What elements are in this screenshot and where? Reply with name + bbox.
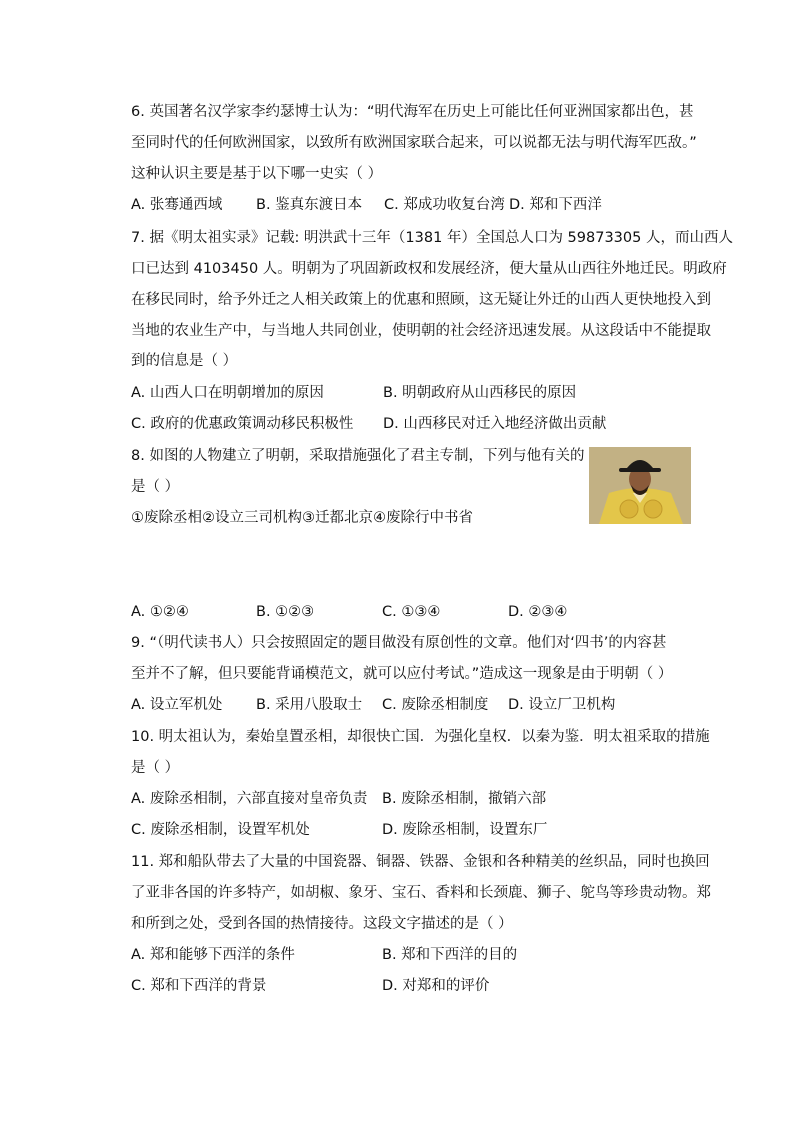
question-6-stem: 6. 英国著名汉学家李约瑟博士认为：“明代海军在历史上可能比任何亚洲国家都出色，甚 [131,104,694,120]
option-d: D. 废除丞相制，设置东厂 [382,822,548,838]
question-8-stem: 8. 如图的人物建立了明朝，采取措施强化了君主专制，下列与他有关的 [131,448,585,464]
option-b: B. 明朝政府从山西移民的原因 [383,385,577,401]
option-d: D. 山西移民对迁入地经济做出贡献 [383,416,607,432]
option-c: C. 废除丞相制，设置军机处 [131,822,310,838]
question-9-stem: 9. “（明代读书人）只会按照固定的题目做没有原创性的文章。他们对‘四书’的内容甚 [131,635,667,651]
question-7-stem: 到的信息是（ ） [131,353,238,369]
question-7-stem: 7. 据《明太祖实录》记载: 明洪武十三年（1381 年）全国总人口为 59873305 人，而山西人 [131,230,733,246]
option-c: C. 郑和下西洋的背景 [131,978,267,994]
question-6-stem: 至同时代的任何欧洲国家，以致所有欧洲国家联合起来，可以说都无法与明代海军匹敌。” [131,135,697,151]
option-d: D. ②③④ [508,604,568,620]
option-d: D. 郑和下西洋 [509,197,602,213]
option-a: A. 张骞通西域 [131,197,223,213]
option-c: C. ①③④ [382,604,441,620]
option-a: A. 山西人口在明朝增加的原因 [131,385,324,401]
question-9-stem: 至并不了解，但只要能背诵模范文，就可以应付考试。”造成这一现象是由于明朝（ ） [131,666,673,682]
question-8-statements: ①废除丞相②设立三司机构③迁都北京④废除行中书省 [131,510,473,526]
option-c: C. 郑成功收复台湾 [384,197,505,213]
option-d: D. 设立厂卫机构 [508,697,616,713]
question-7-stem: 当地的农业生产中，与当地人共同创业，使明朝的社会经济迅速发展。从这段话中不能提取 [131,323,711,339]
option-a: A. 郑和能够下西洋的条件 [131,947,295,963]
option-c: C. 政府的优惠政策调动移民积极性 [131,416,354,432]
question-11-stem: 了亚非各国的许多特产，如胡椒、象牙、宝石、香料和长颈鹿、狮子、鸵鸟等珍贵动物。郑 [131,885,711,901]
question-7-stem: 在移民同时，给予外迁之人相关政策上的优惠和照顾，这无疑让外迁的山西人更快地投入到 [131,292,711,308]
question-11-stem: 和所到之处，受到各国的热情接待。这段文字描述的是（ ） [131,916,513,932]
option-b: B. ①②③ [256,604,315,620]
option-b: B. 采用八股取士 [256,697,363,713]
option-b: B. 废除丞相制，撤销六部 [382,791,547,807]
question-10-stem: 10. 明太祖认为，秦始皇置丞相，却很快亡国．为强化皇权．以秦为鉴．明太祖采取的措施 [131,729,710,745]
option-b: B. 鉴真东渡日本 [256,197,363,213]
question-6-stem: 这种认识主要是基于以下哪一史实（ ） [131,166,383,182]
question-11-stem: 11. 郑和船队带去了大量的中国瓷器、铜器、铁器、金银和各种精美的丝织品，同时也换回 [131,854,710,870]
option-a: A. 废除丞相制，六部直接对皇帝负责 [131,791,368,807]
option-b: B. 郑和下西洋的目的 [382,947,518,963]
option-d: D. 对郑和的评价 [382,978,490,994]
question-10-stem: 是（ ） [131,760,180,776]
option-c: C. 废除丞相制度 [382,697,489,713]
option-a: A. 设立军机处 [131,697,223,713]
question-8-stem: 是（ ） [131,479,180,495]
question-7-stem: 口已达到 4103450 人。明朝为了巩固新政权和发展经济，便大量从山西往外地迁民。明政府 [131,261,727,277]
option-a: A. ①②④ [131,604,189,620]
emperor-portrait-image [589,447,691,524]
